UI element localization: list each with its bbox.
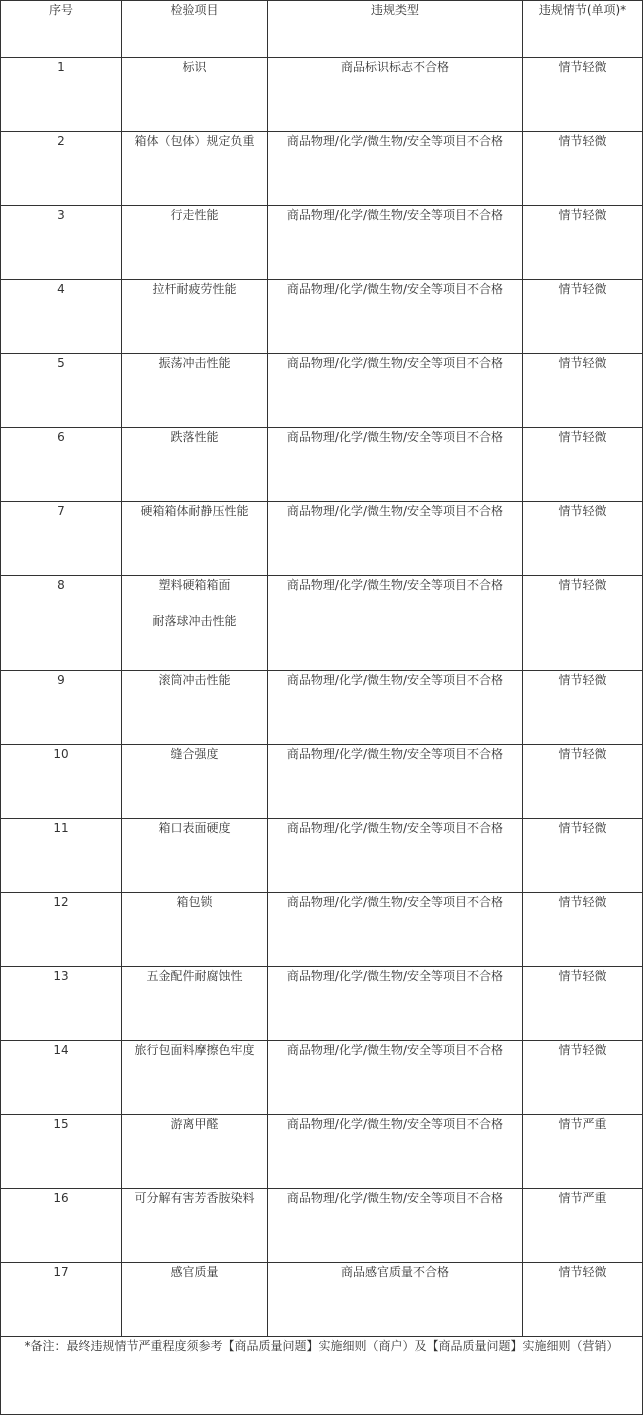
row-type: 商品物理/化学/微生物/安全等项目不合格 bbox=[268, 428, 523, 502]
row-type: 商品物理/化学/微生物/安全等项目不合格 bbox=[268, 893, 523, 967]
row-num: 5 bbox=[1, 354, 122, 428]
row-level: 情节轻微 bbox=[523, 354, 643, 428]
row-type: 商品物理/化学/微生物/安全等项目不合格 bbox=[268, 132, 523, 206]
row-level: 情节轻微 bbox=[523, 58, 643, 132]
table-row bbox=[1, 1115, 643, 1189]
row-type: 商品物理/化学/微生物/安全等项目不合格 bbox=[268, 671, 523, 745]
row-num: 16 bbox=[1, 1189, 122, 1263]
row-item: 跌落性能 bbox=[122, 428, 268, 502]
row-level: 情节轻微 bbox=[523, 280, 643, 354]
table-row bbox=[1, 1041, 643, 1115]
row-type: 商品物理/化学/微生物/安全等项目不合格 bbox=[268, 745, 523, 819]
row-item: 旅行包面料摩擦色牢度 bbox=[122, 1041, 268, 1115]
row-num: 11 bbox=[1, 819, 122, 893]
row-type: 商品物理/化学/微生物/安全等项目不合格 bbox=[268, 354, 523, 428]
header-type: 违规类型 bbox=[268, 1, 523, 58]
row-level: 情节轻微 bbox=[523, 576, 643, 671]
row-type: 商品物理/化学/微生物/安全等项目不合格 bbox=[268, 206, 523, 280]
row-item: 感官质量 bbox=[122, 1263, 268, 1337]
row-item: 箱体（包体）规定负重 bbox=[122, 132, 268, 206]
row-level: 情节轻微 bbox=[523, 893, 643, 967]
row-type: 商品物理/化学/微生物/安全等项目不合格 bbox=[268, 819, 523, 893]
row-type: 商品标识标志不合格 bbox=[268, 58, 523, 132]
row-num: 13 bbox=[1, 967, 122, 1041]
row-item: 可分解有害芳香胺染料 bbox=[122, 1189, 268, 1263]
table-row bbox=[1, 502, 643, 576]
row-item: 行走性能 bbox=[122, 206, 268, 280]
table-row bbox=[1, 428, 643, 502]
table-row bbox=[1, 967, 643, 1041]
row-type: 商品物理/化学/微生物/安全等项目不合格 bbox=[268, 967, 523, 1041]
row-item bbox=[122, 576, 268, 671]
row-type: 商品感官质量不合格 bbox=[268, 1263, 523, 1337]
row-item-line-1: 塑料硬箱箱面 bbox=[158, 578, 231, 592]
row-num: 10 bbox=[1, 745, 122, 819]
table-row bbox=[1, 58, 643, 132]
row-level: 情节轻微 bbox=[523, 745, 643, 819]
table-row bbox=[1, 745, 643, 819]
row-item: 游离甲醛 bbox=[122, 1115, 268, 1189]
row-num: 17 bbox=[1, 1263, 122, 1337]
row-level: 情节轻微 bbox=[523, 671, 643, 745]
table-row bbox=[1, 671, 643, 745]
table-row bbox=[1, 819, 643, 893]
footnote: *备注：最终违规情节严重程度须参考【商品质量问题】实施细则（商户）及【商品质量问题】实施细则（营销） bbox=[1, 1337, 643, 1415]
table-row bbox=[1, 1263, 643, 1337]
row-num: 7 bbox=[1, 502, 122, 576]
row-item: 振荡冲击性能 bbox=[122, 354, 268, 428]
header-item: 检验项目 bbox=[122, 1, 268, 58]
table-row bbox=[1, 893, 643, 967]
row-num: 14 bbox=[1, 1041, 122, 1115]
row-item: 箱口表面硬度 bbox=[122, 819, 268, 893]
row-level: 情节轻微 bbox=[523, 819, 643, 893]
row-type: 商品物理/化学/微生物/安全等项目不合格 bbox=[268, 280, 523, 354]
row-type: 商品物理/化学/微生物/安全等项目不合格 bbox=[268, 1115, 523, 1189]
table-row bbox=[1, 1189, 643, 1263]
table-row bbox=[1, 354, 643, 428]
row-item: 缝合强度 bbox=[122, 745, 268, 819]
table-row bbox=[1, 132, 643, 206]
row-item: 箱包锁 bbox=[122, 893, 268, 967]
row-level: 情节轻微 bbox=[523, 967, 643, 1041]
row-num: 8 bbox=[1, 576, 122, 671]
table-header-row bbox=[1, 1, 643, 58]
row-level: 情节轻微 bbox=[523, 132, 643, 206]
table-row bbox=[1, 576, 643, 671]
row-num: 3 bbox=[1, 206, 122, 280]
table-row bbox=[1, 280, 643, 354]
row-level: 情节严重 bbox=[523, 1189, 643, 1263]
row-num: 2 bbox=[1, 132, 122, 206]
row-num: 9 bbox=[1, 671, 122, 745]
row-num: 15 bbox=[1, 1115, 122, 1189]
header-num: 序号 bbox=[1, 1, 122, 58]
table-row bbox=[1, 206, 643, 280]
row-item: 滚筒冲击性能 bbox=[122, 671, 268, 745]
row-item: 硬箱箱体耐静压性能 bbox=[122, 502, 268, 576]
row-level: 情节轻微 bbox=[523, 428, 643, 502]
row-type: 商品物理/化学/微生物/安全等项目不合格 bbox=[268, 502, 523, 576]
row-item: 标识 bbox=[122, 58, 268, 132]
row-level: 情节轻微 bbox=[523, 1041, 643, 1115]
row-item: 拉杆耐疲劳性能 bbox=[122, 280, 268, 354]
row-type: 商品物理/化学/微生物/安全等项目不合格 bbox=[268, 576, 523, 671]
row-num: 6 bbox=[1, 428, 122, 502]
row-item-line-2: 耐落球冲击性能 bbox=[152, 614, 237, 628]
row-item: 五金配件耐腐蚀性 bbox=[122, 967, 268, 1041]
row-level: 情节严重 bbox=[523, 1115, 643, 1189]
row-num: 1 bbox=[1, 58, 122, 132]
row-type: 商品物理/化学/微生物/安全等项目不合格 bbox=[268, 1041, 523, 1115]
row-num: 12 bbox=[1, 893, 122, 967]
row-level: 情节轻微 bbox=[523, 502, 643, 576]
row-level: 情节轻微 bbox=[523, 206, 643, 280]
header-level: 违规情节(单项)* bbox=[523, 1, 643, 58]
row-level: 情节轻微 bbox=[523, 1263, 643, 1337]
row-num: 4 bbox=[1, 280, 122, 354]
row-type: 商品物理/化学/微生物/安全等项目不合格 bbox=[268, 1189, 523, 1263]
